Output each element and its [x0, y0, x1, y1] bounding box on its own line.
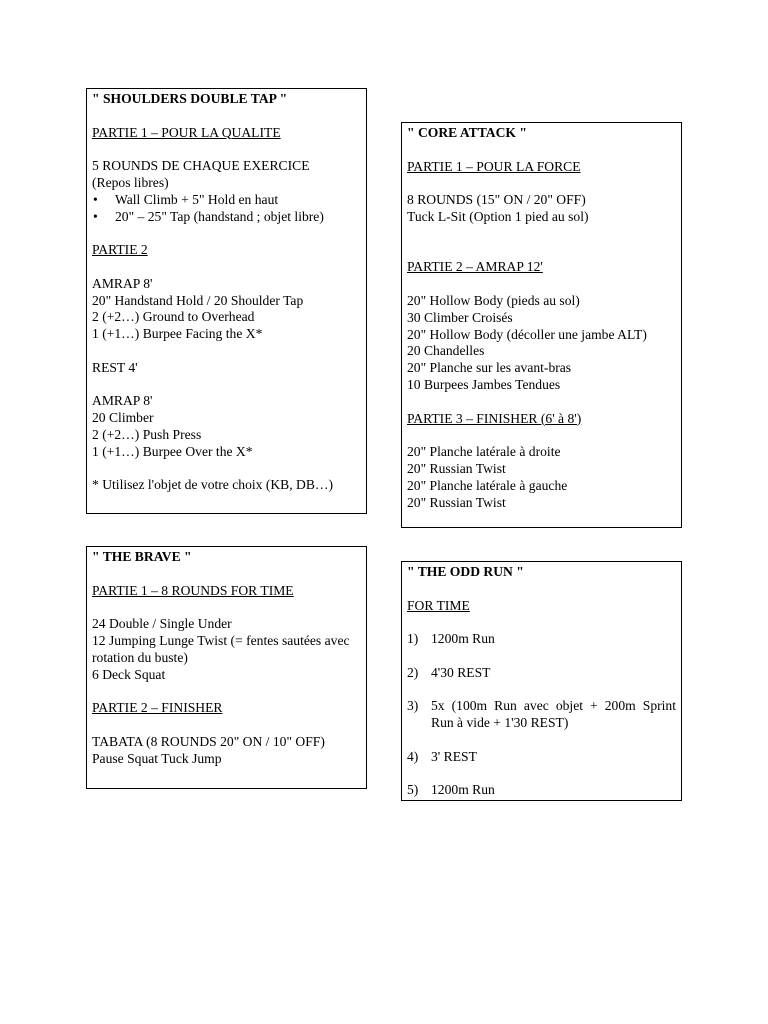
rest-line: REST 4': [92, 359, 138, 375]
list-item: [407, 749, 676, 766]
exercise-line: 20" Handstand Hold / 20 Shoulder Tap: [92, 292, 304, 308]
workout-title: " CORE ATTACK ": [407, 125, 527, 140]
item-number: 4): [407, 748, 419, 764]
exercise-line: 20" Hollow Body (pieds au sol): [407, 292, 580, 308]
section-heading: PARTIE 1 – 8 ROUNDS FOR TIME: [92, 582, 294, 598]
bullet-item: • Wall Climb + 5" Hold en haut: [92, 192, 361, 209]
workout-box-the-brave: [86, 546, 367, 789]
section-heading: PARTIE 1 – POUR LA FORCE: [407, 158, 581, 174]
section-heading: PARTIE 3 – FINISHER (6' à 8'): [407, 410, 582, 426]
exercise-line: Tuck L-Sit (Option 1 pied au sol): [407, 208, 589, 224]
section-heading: PARTIE 1 – POUR LA QUALITE: [92, 124, 281, 140]
exercise-line: 1 (+1…) Burpee Facing the X*: [92, 326, 263, 342]
workout-title: " SHOULDERS DOUBLE TAP ": [92, 91, 288, 106]
workout-box-shoulders-double-tap: [86, 88, 367, 514]
list-item: [407, 698, 676, 732]
exercise-line: Pause Squat Tuck Jump: [92, 750, 222, 766]
exercise-line: 24 Double / Single Under: [92, 616, 232, 632]
section-heading: PARTIE 2 – FINISHER: [92, 700, 223, 716]
item-text: 1200m Run: [431, 631, 495, 647]
list-spacer: [407, 648, 676, 665]
rounds-text: 5 ROUNDS DE CHAQUE EXERCICE: [92, 158, 310, 174]
exercise-line: 20" Planche latérale à droite: [407, 444, 561, 460]
exercise-line: 20" Russian Twist: [407, 494, 506, 510]
item-text: 1200m Run: [431, 782, 495, 798]
workout-title: " THE BRAVE ": [92, 549, 192, 564]
rest-note: (Repos libres): [92, 174, 169, 190]
bullet-item: • 20" – 25" Tap (handstand ; objet libre): [92, 209, 361, 226]
exercise-bullet-list: [92, 192, 361, 226]
tabata-line: TABATA (8 ROUNDS 20" ON / 10" OFF): [92, 733, 325, 749]
workout-title: " THE ODD RUN ": [407, 564, 524, 579]
list-spacer: [407, 766, 676, 783]
exercise-line: 20 Chandelles: [407, 343, 485, 359]
exercise-line: 20" Hollow Body (décoller une jambe ALT): [407, 326, 647, 342]
footnote: * Utilisez l'objet de votre choix (KB, DB…): [92, 477, 334, 493]
exercise-line: 6 Deck Squat: [92, 666, 166, 682]
workout-box-the-odd-run: [401, 561, 682, 801]
exercise-line: 20" Russian Twist: [407, 460, 506, 476]
list-item: [407, 631, 676, 648]
numbered-list: [407, 631, 676, 799]
exercise-line: 20" Planche sur les avant-bras: [407, 360, 572, 376]
workout-box-core-attack: [401, 122, 682, 528]
list-spacer: [407, 732, 676, 749]
amrap-heading: AMRAP 8': [92, 275, 153, 291]
section-heading: PARTIE 2 – AMRAP 12': [407, 259, 543, 275]
item-text: 3' REST: [431, 748, 477, 764]
list-spacer: [407, 682, 676, 699]
section-heading: FOR TIME: [407, 597, 470, 613]
list-item: [407, 782, 676, 799]
exercise-line: 12 Jumping Lunge Twist (= fentes sautées avec rotation du buste): [92, 632, 350, 665]
item-text: 4'30 REST: [431, 664, 491, 680]
item-number: 5): [407, 782, 419, 798]
exercise-line: 10 Burpees Jambes Tendues: [407, 376, 561, 392]
rounds-text: 8 ROUNDS (15" ON / 20" OFF): [407, 192, 586, 208]
exercise-line: 2 (+2…) Ground to Overhead: [92, 309, 255, 325]
exercise-line: 20" Planche latérale à gauche: [407, 477, 568, 493]
item-number: 2): [407, 664, 419, 680]
exercise-line: 2 (+2…) Push Press: [92, 426, 202, 442]
list-item: [407, 665, 676, 682]
section-heading: PARTIE 2: [92, 242, 148, 258]
exercise-line: 1 (+1…) Burpee Over the X*: [92, 443, 253, 459]
item-text: 5x (100m Run avec objet + 200m Sprint Run à vide + 1'30 REST): [431, 698, 676, 731]
item-number: 1): [407, 631, 419, 647]
exercise-line: 30 Climber Croisés: [407, 309, 513, 325]
item-number: 3): [407, 698, 419, 714]
amrap-heading: AMRAP 8': [92, 393, 153, 409]
exercise-line: 20 Climber: [92, 410, 154, 426]
